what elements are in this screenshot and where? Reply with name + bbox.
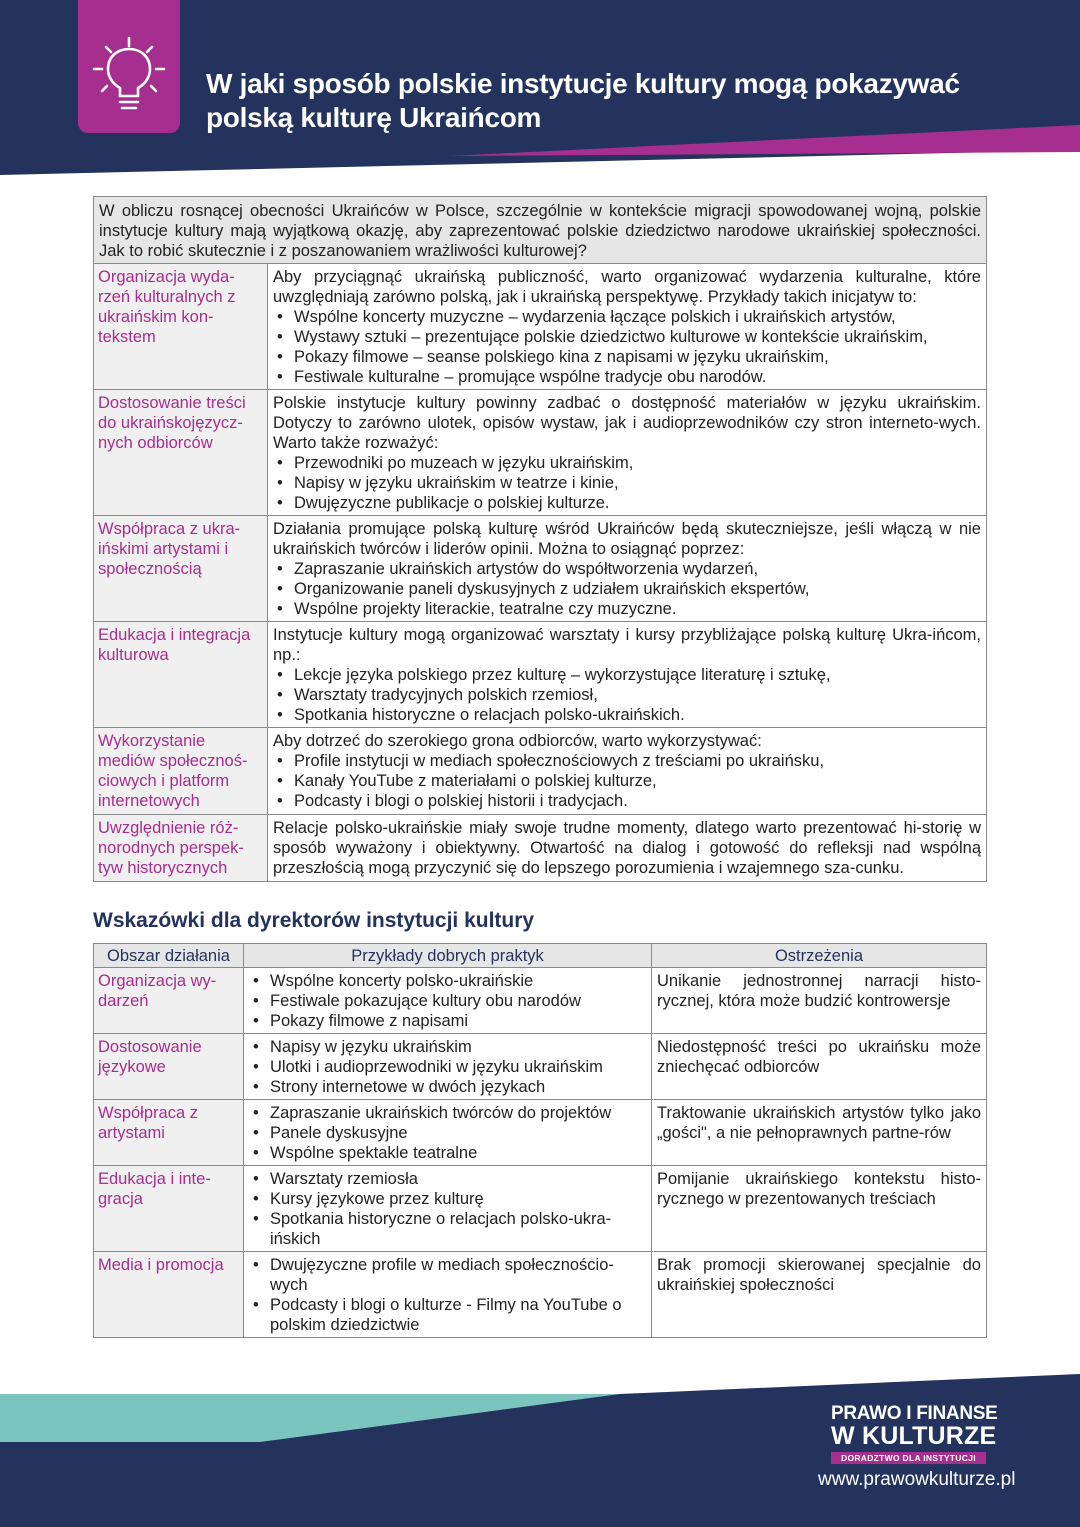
table-row (94, 516, 987, 622)
topic-label: Organizacja wyda-rzeń kulturalnych z ukraińskim kon-tekstem (94, 264, 268, 390)
topic-label: Dostosowanie treści do ukraińskojęzycz-nych odbiorców (94, 390, 268, 516)
list-item: • Spotkania historyczne o relacjach polsko-ukra-ińskich (249, 1209, 646, 1249)
table-row (94, 968, 987, 1034)
list-item: • Spotkania historyczne o relacjach polsko-ukraińskich. (273, 705, 981, 725)
list-item: • Ulotki i audioprzewodniki w języku ukraińskim (249, 1057, 646, 1077)
logo-tagline: DORADZTWO DLA INSTYTUCJI (831, 1452, 986, 1464)
brand-logo[interactable] (831, 1403, 1006, 1466)
topic-description (268, 622, 987, 728)
table-row (94, 1100, 987, 1166)
bullet-list (249, 1255, 646, 1335)
list-item: • Napisy w języku ukraińskim w teatrze i kinie, (273, 473, 981, 493)
bullet-list (273, 453, 981, 513)
list-item: • Strony internetowe w dwóch językach (249, 1077, 646, 1097)
bullet-list (249, 1037, 646, 1097)
description-lead: Działania promujące polską kulturę wśród Ukraińców będą skuteczniejsze, jeśli włączą w nie ukraińskich twórców i liderów opinii. Można to osiągnąć poprzez: (273, 520, 981, 558)
list-item: • Wspólne koncerty polsko-ukraińskie (249, 971, 646, 991)
warning-cell: Pomijanie ukraińskiego kontekstu histo-rycznego w prezentowanych treściach (652, 1166, 987, 1252)
description-lead: Relacje polsko-ukraińskie miały swoje trudne momenty, dlatego warto prezentować hi-storię w sposób wyważony i obiektywny. Otwartość na dialog i gotowość do refleksji nad wspólną przeszłością mogą przyczynić się do lepszego porozumienia i wzajemnego sza-cunku. (273, 819, 981, 877)
website-link[interactable]: www.prawowkulturze.pl (818, 1469, 1016, 1490)
topic-label: Współpraca z ukra-ińskimi artystami i społecznością (94, 516, 268, 622)
area-label: Współpraca z artystami (94, 1100, 244, 1166)
list-item: • Dwujęzyczne profile w mediach społecznościo-wych (249, 1255, 646, 1295)
area-label: Edukacja i inte-gracja (94, 1166, 244, 1252)
description-lead: Aby dotrzeć do szerokiego grona odbiorców, warto wykorzystywać: (273, 732, 762, 750)
bullet-list (273, 665, 981, 725)
practices-cell (244, 1252, 652, 1338)
list-item: • Pokazy filmowe z napisami (249, 1011, 646, 1031)
info-table (93, 196, 987, 882)
lightbulb-icon (92, 36, 166, 120)
logo-line-2: W KULTURZE (831, 1422, 997, 1450)
list-item: • Wspólne projekty literackie, teatralne czy muzyczne. (273, 599, 981, 619)
table-row (94, 390, 987, 516)
logo-line-1: PRAWO I FINANSE (831, 1403, 998, 1424)
list-item: • Warsztaty rzemiosła (249, 1169, 646, 1189)
table-row (94, 1166, 987, 1252)
page-title: W jaki sposób polskie instytucje kultury mogą pokazywać polską kulturę Ukraińcom (206, 68, 960, 133)
practices-cell (244, 1166, 652, 1252)
column-header-warnings: Ostrzeżenia (652, 944, 987, 968)
practices-cell (244, 1034, 652, 1100)
list-item: • Kanały YouTube z materiałami o polskiej kulturze, (273, 771, 981, 791)
warning-cell: Traktowanie ukraińskich artystów tylko jako „gości", a nie pełnoprawnych partne-rów (652, 1100, 987, 1166)
table-row (94, 728, 987, 815)
description-lead: Aby przyciągnąć ukraińską publiczność, warto organizować wydarzenia kulturalne, które uwzględniają zarówno polską, jak i ukraińską perspektywę. Przykłady takich inicjatyw to: (273, 268, 981, 306)
topic-description (268, 516, 987, 622)
list-item: • Pokazy filmowe – seanse polskiego kina z napisami w języku ukraińskim, (273, 347, 981, 367)
warning-cell: Unikanie jednostronnej narracji histo-rycznej, która może budzić kontrowersje (652, 968, 987, 1034)
list-item: • Kursy językowe przez kulturę (249, 1189, 646, 1209)
list-item: • Wspólne koncerty muzyczne – wydarzenia łączące polskich i ukraińskich artystów, (273, 307, 981, 327)
table-row (94, 1034, 987, 1100)
list-item: • Przewodniki po muzeach w języku ukraińskim, (273, 453, 981, 473)
topic-description (268, 390, 987, 516)
topic-label: Uwzględnienie róż-norodnych perspek-tyw historycznych (94, 815, 268, 882)
practices-cell (244, 1100, 652, 1166)
list-item: • Festiwale kulturalne – promujące wspólne tradycje obu narodów. (273, 367, 981, 387)
practices-cell (244, 968, 652, 1034)
list-item: • Napisy w języku ukraińskim (249, 1037, 646, 1057)
bullet-list (273, 559, 981, 619)
list-item: • Podcasty i blogi o kulturze - Filmy na YouTube o polskim dziedzictwie (249, 1295, 646, 1335)
table-row (94, 622, 987, 728)
table-row (94, 264, 987, 390)
list-item: • Wystawy sztuki – prezentujące polskie dziedzictwo kulturowe w kontekście ukraińskim, (273, 327, 981, 347)
column-header-area: Obszar działania (94, 944, 244, 968)
column-header-practices: Przykłady dobrych praktyk (244, 944, 652, 968)
lightbulb-badge (78, 0, 180, 133)
table-row (94, 1252, 987, 1338)
table-row (94, 815, 987, 882)
list-item: • Zapraszanie ukraińskich artystów do współtworzenia wydarzeń, (273, 559, 981, 579)
intro-row (94, 197, 987, 264)
list-item: • Podcasty i blogi o polskiej historii i tradycjach. (273, 791, 981, 811)
bullet-list (249, 1169, 646, 1249)
area-label: Media i promocja (94, 1252, 244, 1338)
warning-cell: Brak promocji skierowanej specjalnie do ukraińskiej społeczności (652, 1252, 987, 1338)
tips-title: Wskazówki dla dyrektorów instytucji kultury (93, 909, 535, 932)
description-lead: Instytucje kultury mogą organizować warsztaty i kursy przybliżające polską kulturę Ukra-ińcom, np.: (273, 626, 981, 664)
topic-label: Wykorzystanie mediów społecznoś-ciowych i platform internetowych (94, 728, 268, 815)
intro-text: W obliczu rosnącej obecności Ukraińców w Polsce, szczególnie w kontekście migracji spowodowanej wojną, polskie instytucje kultury mają wyjątkową okazję, aby zaprezentować polskie dziedzictwo narodowe ukraińskiej społeczności. Jak to robić skutecznie i z poszanowaniem wrażliwości kulturowej? (94, 197, 987, 264)
warning-cell: Niedostępność treści po ukraińsku może zniechęcać odbiorców (652, 1034, 987, 1100)
bullet-list (249, 1103, 646, 1163)
topic-label: Edukacja i integracja kulturowa (94, 622, 268, 728)
list-item: • Panele dyskusyjne (249, 1123, 646, 1143)
description-lead: Polskie instytucje kultury powinny zadbać o dostępność materiałów w języku ukraińskim. Dotyczy to zarówno ulotek, opisów wystaw, jak i audioprzewodników czy stron interneto-wych. Warto także rozważyć: (273, 394, 981, 452)
area-label: Organizacja wy-darzeń (94, 968, 244, 1034)
area-label: Dostosowanie językowe (94, 1034, 244, 1100)
tips-header-row (94, 944, 987, 968)
list-item: • Warsztaty tradycyjnych polskich rzemiosł, (273, 685, 981, 705)
topic-description (268, 815, 987, 882)
list-item: • Organizowanie paneli dyskusyjnych z udziałem ukraińskich ekspertów, (273, 579, 981, 599)
topic-description (268, 728, 987, 815)
list-item: • Wspólne spektakle teatralne (249, 1143, 646, 1163)
bullet-list (249, 971, 646, 1031)
bullet-list (273, 307, 981, 387)
topic-description (268, 264, 987, 390)
list-item: • Lekcje języka polskiego przez kulturę – wykorzystujące literaturę i sztukę, (273, 665, 981, 685)
bullet-list (273, 751, 981, 811)
tips-table (93, 943, 987, 1338)
list-item: • Zapraszanie ukraińskich twórców do projektów (249, 1103, 646, 1123)
list-item: • Festiwale pokazujące kultury obu narodów (249, 991, 646, 1011)
list-item: • Profile instytucji w mediach społecznościowych z treściami po ukraińsku, (273, 751, 981, 771)
list-item: • Dwujęzyczne publikacje o polskiej kulturze. (273, 493, 981, 513)
